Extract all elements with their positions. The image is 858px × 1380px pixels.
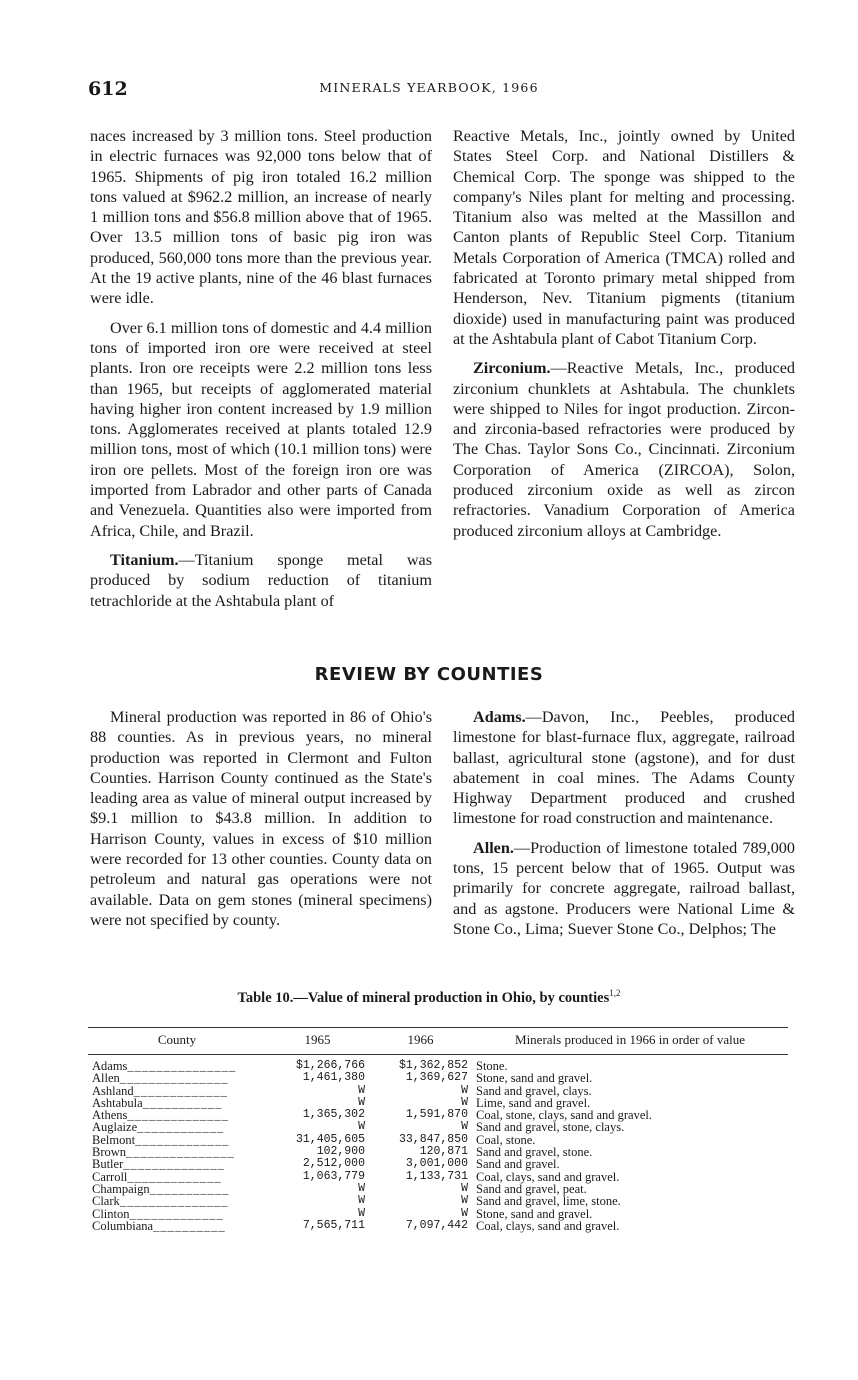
top-right-column [453,126,795,550]
paragraph [90,707,432,930]
value-1965-cell: W [358,1206,365,1220]
table-row [88,1055,788,1073]
minerals-cell: Coal, clays, sand and gravel. [476,1169,620,1184]
value-1965-cell: 1,365,302 [302,1108,365,1122]
column-header-minerals: Minerals produced in 1966 in order of value [472,1028,788,1055]
value-1965-cell: W [358,1181,365,1195]
paragraph-text: —Reactive Metals, Inc., produced zirconium chunklets at Ashtabula. The chunklets were shipped to Niles for ingot production. Zircon- and zirconia-based refractories were produced by The Chas. Taylor Sons Co., Cincinnati. Zirconium Corporation of America (ZIRCOA), Solon, produced zirconium oxide as well as zircon refractories. Vanadium Corporation of America produced zirconium alloys at Cambridge. [453,359,795,540]
value-1965-cell: 7,565,711 [302,1218,365,1232]
column-header-1966: 1966 [369,1028,472,1055]
value-1966-cell: W [461,1095,468,1109]
paragraph [90,550,432,611]
bottom-right-column [453,707,795,948]
page-number: 612 [88,78,128,100]
value-1965-cell: 102,900 [316,1145,365,1159]
value-1966-cell: 3,001,000 [405,1157,468,1171]
value-1965-cell: W [358,1095,365,1109]
county-cell: Clark_______________ [92,1194,229,1209]
paragraph-lead: Allen. [473,838,514,857]
value-1966-cell: 120,871 [419,1145,468,1159]
value-1965-cell: 1,461,380 [302,1071,365,1085]
minerals-cell: Sand and gravel. [476,1157,560,1172]
minerals-cell: Stone, sand and gravel. [476,1206,593,1221]
table-header-row [88,1028,788,1055]
paragraph [90,318,432,541]
county-cell: Allen_______________ [92,1071,229,1086]
table-caption-text: Table 10.—Value of mineral production in Ohio, by counties [237,989,610,1006]
minerals-cell: Stone, sand and gravel. [476,1071,593,1086]
value-1965-cell: W [358,1083,365,1097]
paragraph-lead: Titanium. [110,550,179,569]
value-1965-cell: 31,405,605 [295,1132,365,1146]
column-header-1965: 1965 [266,1028,369,1055]
paragraph-lead: Zirconium. [473,359,551,378]
county-cell: Ashtabula___________ [92,1095,223,1110]
paragraph-text: —Titanium sponge metal was produced by sodium reduction of titanium tetrachloride at the Ashtabula plant of [90,550,432,610]
paragraph [453,838,795,939]
table-row [88,1220,788,1232]
county-cell: Brown_______________ [92,1145,235,1160]
value-1966-cell: W [461,1206,468,1220]
minerals-cell: Coal, clays, sand and gravel. [476,1218,620,1233]
minerals-cell: Sand and gravel, stone, clays. [476,1120,625,1135]
table-body [88,1055,788,1233]
minerals-cell: Stone. [476,1059,508,1073]
value-1966-cell: 33,847,850 [398,1132,468,1146]
paragraph-text: Over 6.1 million tons of domestic and 4.4 million tons of imported iron ore were received at steel plants. Iron ore receipts were 2.2 million tons less than 1965, but receipts of agglomerated material having higher iron content increased by 1.9 million tons. Agglomerates received at plants totaled 12.9 million tons, most of which (10.1 million tons) were iron ore pellets. Most of the foreign iron ore was imported from Labrador and other parts of Canada and Venezuela. Quantities also were imported from Africa, Chile, and Brazil. [90,318,432,540]
county-cell: Clinton_____________ [92,1206,224,1221]
county-cell: Butler______________ [92,1157,225,1172]
minerals-cell: Sand and gravel, lime, stone. [476,1194,621,1209]
value-1965-cell: W [358,1120,365,1134]
county-cell: Champaign___________ [92,1181,230,1196]
value-1966-cell: W [461,1120,468,1134]
paragraph [453,707,795,829]
minerals-cell: Lime, sand and gravel. [476,1095,591,1110]
value-1966-cell: 1,133,731 [405,1169,468,1183]
table-caption-footnotes: 1,2 [609,988,621,998]
minerals-cell: Sand and gravel, stone. [476,1145,593,1160]
county-cell: Belmont_____________ [92,1132,230,1147]
county-cell: Columbiana__________ [92,1218,226,1233]
top-left-column [90,126,432,620]
bottom-left-column [90,707,432,939]
paragraph-text: naces increased by 3 million tons. Steel production in electric furnaces was 92,000 tons below that of 1965. Shipments of pig iron totaled 16.2 million tons valued at $962.2 million, an increase of nearly 1 million tons and $56.8 million above that of 1965. Over 13.5 million tons of basic pig iron was produced, 560,000 tons more than the previous year. At the 19 active plants, nine of the 46 blast furnaces were idle. [90,127,432,308]
value-1966-cell: $1,362,852 [398,1059,468,1072]
paragraph-text: —Davon, Inc., Peebles, produced limestone for blast-furnace flux, aggregate, railroad ballast, agricultural stone (agstone), and for dust abatement in coal mines. The Adams County Highway Department produced and crushed limestone for road construction and maintenance. [453,708,795,828]
table-caption [0,988,858,1007]
county-cell: Auglaize____________ [92,1120,225,1135]
county-cell: Athens______________ [92,1108,229,1123]
value-1966-cell: W [461,1181,468,1195]
mineral-production-table [88,1027,788,1232]
paragraph-text: —Production of limestone totaled 789,000 tons, 15 percent below that of 1965. Output was primarily for concrete aggregate, railroad ballast, and as agstone. Producers were National Lime & Stone Co., Lima; Suever Stone Co., Delphos; The [453,838,795,938]
section-heading: REVIEW BY COUNTIES [314,664,544,685]
paragraph-text: Reactive Metals, Inc., jointly owned by United States Steel Corp. and National Distillers & Chemical Corp. The sponge was shipped to the company's Niles plant for melting and processing. Titanium also was melted at the Massillon and Canton plants of Republic Steel Corp. Titanium Metals Corporation of America (TMCA) rolled and fabricated at Toronto primary metal shipped from Henderson, Nev. Titanium pigments (titanium dioxide) used in manufacturing paint was produced at the Ashtabula plant of Cabot Titanium Corp. [453,127,795,348]
county-cell: Ashland_____________ [92,1083,228,1098]
value-1966-cell: 1,369,627 [405,1071,468,1085]
value-1966-cell: 7,097,442 [405,1218,468,1232]
running-head: MINERALS YEARBOOK, 1966 [319,80,539,95]
county-cell: Adams_______________ [92,1059,237,1073]
paragraph [453,358,795,541]
paragraph [90,126,432,309]
county-cell: Carroll_____________ [92,1169,222,1184]
paragraph-lead: Adams. [473,708,526,726]
minerals-cell: Coal, stone. [476,1132,536,1147]
value-1965-cell: W [358,1194,365,1208]
value-1966-cell: 1,591,870 [405,1108,468,1122]
value-1966-cell: W [461,1083,468,1097]
minerals-cell: Sand and gravel, peat. [476,1181,587,1196]
value-1966-cell: W [461,1194,468,1208]
value-1965-cell: $1,266,766 [295,1059,365,1072]
minerals-cell: Coal, stone, clays, sand and gravel. [476,1108,652,1123]
paragraph-text: Mineral production was reported in 86 of Ohio's 88 counties. As in previous years, no mineral production was reported in Clermont and Fulton Counties. Harrison County continued as the State's leading area as value of mineral output increased by $9.1 million to $43.8 million. In addition to Harrison County, values in excess of $10 million were recorded for 13 other counties. County data on petroleum and natural gas operations were not available. Data on gem stones (mineral specimens) were not specified by county. [90,708,432,929]
minerals-cell: Sand and gravel, clays. [476,1083,592,1098]
paragraph [453,126,795,349]
column-header-county: County [88,1028,266,1055]
value-1965-cell: 2,512,000 [302,1157,365,1171]
value-1965-cell: 1,063,779 [302,1169,365,1183]
